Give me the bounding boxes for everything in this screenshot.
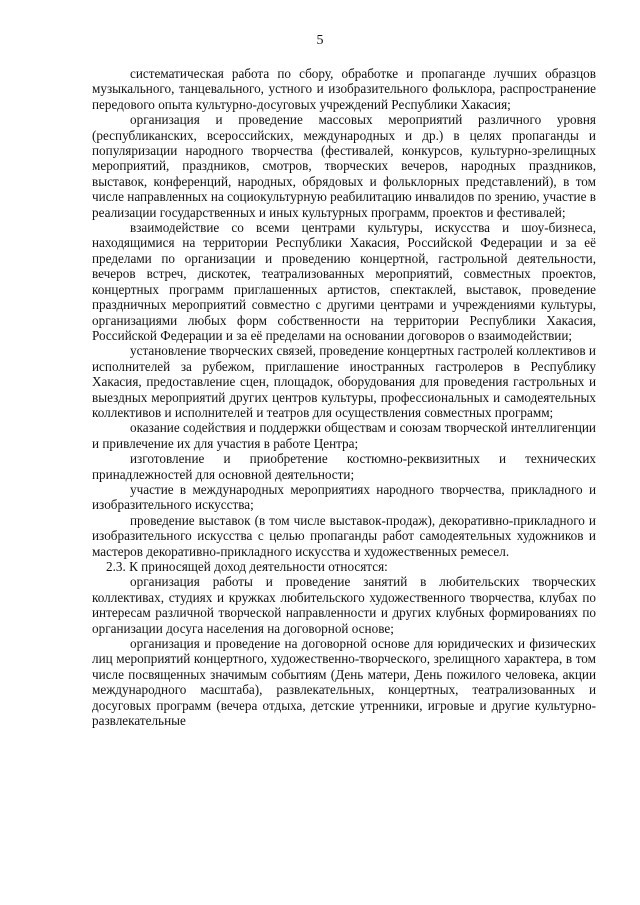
paragraph-exhibitions: проведение выставок (в том числе выставок-продаж), декоративно-прикладного и изобразительного искусства с целью пропаганды работ самодеятельных художников и мастеров декоративно-прикладного искусства и художественных ремесел. — [92, 512, 596, 559]
paragraph-mass-events: организация и проведение массовых мероприятий различного уровня (республиканских, всероссийских, международных и др.) в целях пропаганды и популяризации народного творчества (фестивалей, конкурсов, культурно-зрелищных мероприятий, праздников, смотров, творческих вечеров, народных праздников, выставок, конференций, народных, обрядовых и фольклорных представлений), в том числе направленных на социокультурную реабилитацию инвалидов по зрению, участие в реализации государственных и иных культурных программ, проектов и фестивалей; — [92, 112, 596, 220]
paragraph-international-events: участие в международных мероприятиях народного творчества, прикладного и изобразительного искусства; — [92, 481, 596, 513]
paragraph-folklore-work: систематическая работа по сбору, обработке и пропаганде лучших образцов музыкального, танцевального, устного и изобразительного фольклора, распространение передового опыта культурно-досуговых учреждений Республики Хакасия; — [92, 66, 596, 112]
paragraph-support-societies: оказание содействия и поддержки обществам и союзам творческой интеллигенции и привлечение их для участия в работе Центра; — [92, 420, 596, 451]
document-body — [92, 66, 596, 728]
paragraph-amateur-groups: организация работы и проведение занятий в любительских творческих коллективах, студиях и кружках любительского художественного творчества, клубах по интересам различной творческой направленности и других клубных формированиях по организации досуга населения на договорной основе; — [92, 574, 596, 636]
section-heading-income: 2.3. К приносящей доход деятельности относятся: — [106, 559, 388, 574]
paragraph-contract-events: организация и проведение на договорной основе для юридических и физических лиц мероприятий концертного, художественно-творческого, зрелищного характера, в том числе посвященных значимым событиям (День матери, День пожилого человека, акции международного масштаба), развлекательных, концертных, театрализованных и досуговых программ (вечера отдыха, детские утренники, игровые и другие культурно-развлекательные — [92, 636, 596, 729]
page-number: 5 — [316, 33, 324, 48]
paragraph-creative-links: установление творческих связей, проведение концертных гастролей коллективов и исполнителей за рубежом, приглашение иностранных гастролеров в Республику Хакасия, предоставление сцен, площадок, оборудования для проведения гастрольных и выездных мероприятий других центров культуры, профессиональных и самодеятельных коллективов и исполнителей и театров для осуществления совместных программ; — [92, 343, 596, 420]
paragraph-interaction-centers: взаимодействие со всеми центрами культуры, искусства и шоу-бизнеса, находящимися на территории Республики Хакасия, Российской Федерации и за её пределами по организации и проведению концертной, гастрольной деятельности, вечеров встреч, дискотек, театрализованных мероприятий, совместных проектов, концертных программ приглашенных артистов, спектаклей, выставок, проведение праздничных мероприятий совместно с другими центрами и учреждениями культуры, организациями любых форм собственности на территории Республики Хакасия, Российской Федерации и за её пределами на основании договоров о взаимодействии; — [92, 220, 596, 343]
paragraph-costumes: изготовление и приобретение костюмно-реквизитных и технических принадлежностей для основной деятельности; — [92, 451, 596, 482]
